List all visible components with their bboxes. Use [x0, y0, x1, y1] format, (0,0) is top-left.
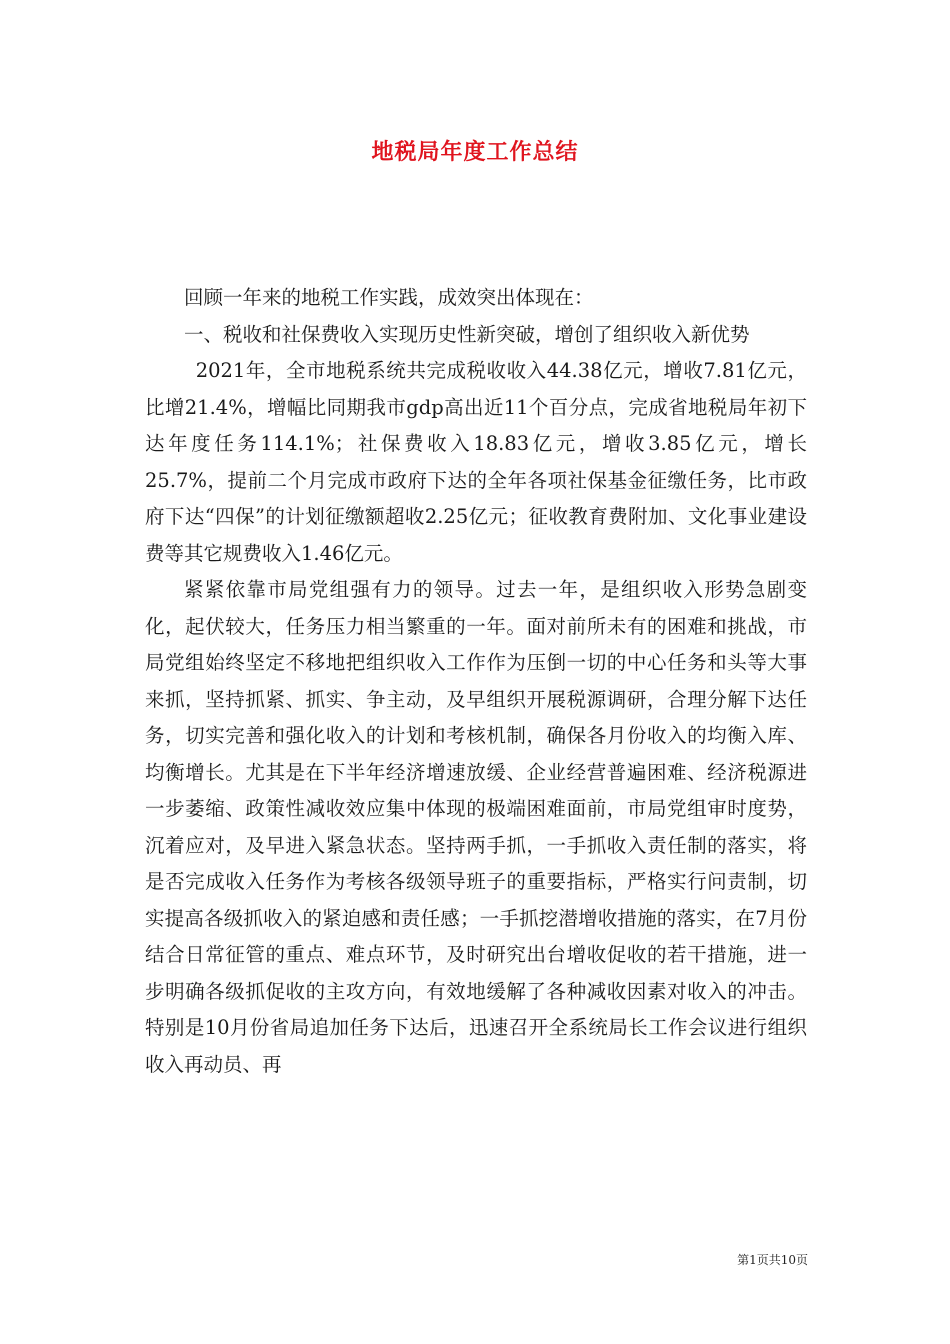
document-body — [145, 280, 807, 1083]
page-number: 第1页共10页 — [737, 1253, 808, 1267]
paragraph-section-heading: 一、税收和社保费收入实现历史性新突破，增创了组织收入新优势 — [184, 322, 750, 346]
document-title: 地税局年度工作总结 — [371, 139, 579, 165]
paragraph-leadership: 紧紧依靠市局党组强有力的领导。过去一年，是组织收入形势急剧变化，起伏较大，任务压力相当繁重的一年。面对前所未有的困难和挑战，市局党组始终坚定不移地把组织收入工作作为压倒一切的中心任务和头等大事来抓，坚持抓紧、抓实、争主动，及早组织开展税源调研，合理分解下达任务，切实完善和强化收入的计划和考核机制，确保各月份收入的均衡入库、均衡增长。尤其是在下半年经济增速放缓、企业经营普遍困难、经济税源进一步萎缩、政策性减收效应集中体现的极端困难面前，市局党组审时度势，沉着应对，及早进入紧急状态。坚持两手抓，一手抓收入责任制的落实，将是否完成收入任务作为考核各级领导班子的重要指标，严格实行问责制，切实提高各级抓收入的紧迫感和责任感；一手抓挖潜增收措施的落实，在7月份结合日常征管的重点、难点环节，及时研究出台增收促收的若干措施，进一步明确各级抓促收的主攻方向，有效地缓解了各种减收因素对收入的冲击。特别是10月份省局追加任务下达后，迅速召开全系统局长工作会议进行组织收入再动员、再 — [145, 578, 807, 1076]
paragraph-intro: 回顾一年来的地税工作实践，成效突出体现在： — [184, 286, 594, 309]
paragraph-revenue-figures: 2021年，全市地税系统共完成税收收入44.38亿元，增收7.81亿元，比增21.4%，增幅比同期我市gdp高出近11个百分点，完成省地税局年初下达年度任务114.1%；社保费收入18.83亿元，增收3.85亿元，增长25.7%，提前二个月完成市政府下达的全年各项社保基金征缴任务，比市政府下达“四保”的计划征缴额超收2.25亿元；征收教育费附加、文化事业建设费等其它规费收入1.46亿元。 — [145, 359, 807, 565]
